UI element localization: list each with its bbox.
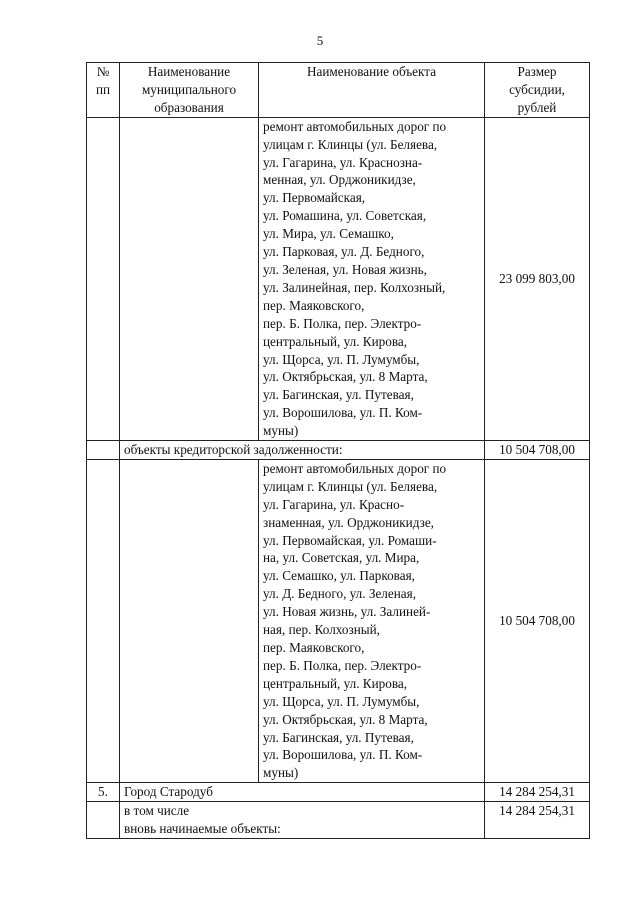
object-line: ул. Новая жизнь, ул. Залиней- xyxy=(263,604,431,620)
object-line: пер. Маяковского, xyxy=(263,297,365,313)
header-amount-line: субсидии, xyxy=(509,81,565,97)
object-lines xyxy=(263,460,480,782)
object-line: ул. Октябрьская, ул. 8 Марта, xyxy=(263,711,428,727)
header-amount xyxy=(485,63,590,118)
header-object-line: Наименование объекта xyxy=(306,64,437,79)
page-number: 5 xyxy=(316,33,324,48)
object-cell xyxy=(259,117,485,440)
cell-municipality-empty xyxy=(120,459,259,782)
header-municipality-line: муниципального xyxy=(141,81,237,97)
object-line: менная, ул. Орджоникидзе, xyxy=(263,172,416,188)
object-line: ул. Первомайская, ул. Ромаши- xyxy=(263,532,437,548)
object-line: улицам г. Клинцы (ул. Беляева, xyxy=(263,136,438,152)
object-line: ная, пер. Колхозный, xyxy=(263,622,380,638)
object-line: знаменная, ул. Орджоникидзе, xyxy=(263,514,434,530)
cell-num-empty xyxy=(87,459,120,782)
object-cell xyxy=(259,459,485,782)
table-row xyxy=(87,783,590,802)
header-num-line: пп xyxy=(95,81,111,97)
object-line: ул. Щорса, ул. П. Лумумбы, xyxy=(263,693,420,709)
object-line: ул. Ворошилова, ул. П. Ком- xyxy=(263,747,423,763)
object-line: улицам г. Клинцы (ул. Беляева, xyxy=(263,478,438,494)
creditor-label: объекты кредиторской задолженности: xyxy=(120,441,485,460)
header-municipality-line: образования xyxy=(154,99,224,115)
object-line: пер. Маяковского, xyxy=(263,640,365,655)
cell-num-empty xyxy=(87,802,120,839)
object-line: ул. Щорса, ул. П. Лумумбы, xyxy=(263,351,420,367)
object-line: центральный, ул. Кирова, xyxy=(263,675,408,691)
table-row xyxy=(87,802,590,839)
header-amount-line: Размер xyxy=(517,64,557,79)
object-line: ул. Мира, ул. Семашко, xyxy=(263,226,394,242)
object-line: ул. Багинская, ул. Путевая, xyxy=(263,387,414,403)
object-line: ул. Ромашина, ул. Советская, xyxy=(263,208,427,224)
object-line: муны) xyxy=(263,765,299,781)
object-line: муны) xyxy=(263,423,299,439)
amount-cell: 14 284 254,31 xyxy=(485,783,590,802)
object-line: ул. Гагарина, ул. Краснозна- xyxy=(263,154,423,170)
including-line: в том числе xyxy=(124,803,190,819)
object-line: ул. Д. Бедного, ул. Зеленая, xyxy=(263,586,417,602)
object-line: ремонт автомобильных дорог по xyxy=(263,460,447,476)
header-num xyxy=(87,63,120,118)
header-amount-line: рублей xyxy=(517,99,557,115)
header-municipality xyxy=(120,63,259,118)
cell-num-empty xyxy=(87,117,120,440)
object-line: центральный, ул. Кирова, xyxy=(263,333,408,349)
table-row xyxy=(87,459,590,782)
object-line: пер. Б. Полка, пер. Электро- xyxy=(263,657,422,673)
table-row xyxy=(87,117,590,440)
object-line: ул. Семашко, ул. Парковая, xyxy=(263,568,415,584)
cell-num-empty xyxy=(87,441,120,460)
amount-cell: 10 504 708,00 xyxy=(485,441,590,460)
object-line: ремонт автомобильных дорог по xyxy=(263,118,447,134)
header-municipality-line: Наименование xyxy=(147,64,231,79)
object-lines xyxy=(263,118,480,440)
object-line: ул. Первомайская, xyxy=(263,190,366,206)
including-line: вновь начинаемые объекты: xyxy=(124,821,281,837)
municipality-name: Город Стародуб xyxy=(120,783,485,802)
object-line: ул. Залинейная, пер. Колхозный, xyxy=(263,279,446,295)
object-line: ул. Гагарина, ул. Красно- xyxy=(263,496,405,512)
object-line: ул. Ворошилова, ул. П. Ком- xyxy=(263,405,423,421)
object-line: ул. Октябрьская, ул. 8 Марта, xyxy=(263,369,428,385)
object-line: пер. Б. Полка, пер. Электро- xyxy=(263,315,422,331)
object-line: на, ул. Советская, ул. Мира, xyxy=(263,550,420,566)
including-cell xyxy=(120,802,485,839)
amount-cell: 23 099 803,00 xyxy=(485,117,590,440)
subsidy-table xyxy=(86,62,590,839)
header-object xyxy=(259,63,485,118)
table-header-row xyxy=(87,63,590,118)
object-line: ул. Багинская, ул. Путевая, xyxy=(263,729,414,745)
amount-cell: 14 284 254,31 xyxy=(485,802,590,839)
object-line: ул. Зеленая, ул. Новая жизнь, xyxy=(263,261,427,277)
row-number: 5. xyxy=(87,783,120,802)
table-row xyxy=(87,441,590,460)
cell-municipality-empty xyxy=(120,117,259,440)
header-num-line: № xyxy=(96,64,110,79)
object-line: ул. Парковая, ул. Д. Бедного, xyxy=(263,244,425,260)
amount-cell: 10 504 708,00 xyxy=(485,459,590,782)
